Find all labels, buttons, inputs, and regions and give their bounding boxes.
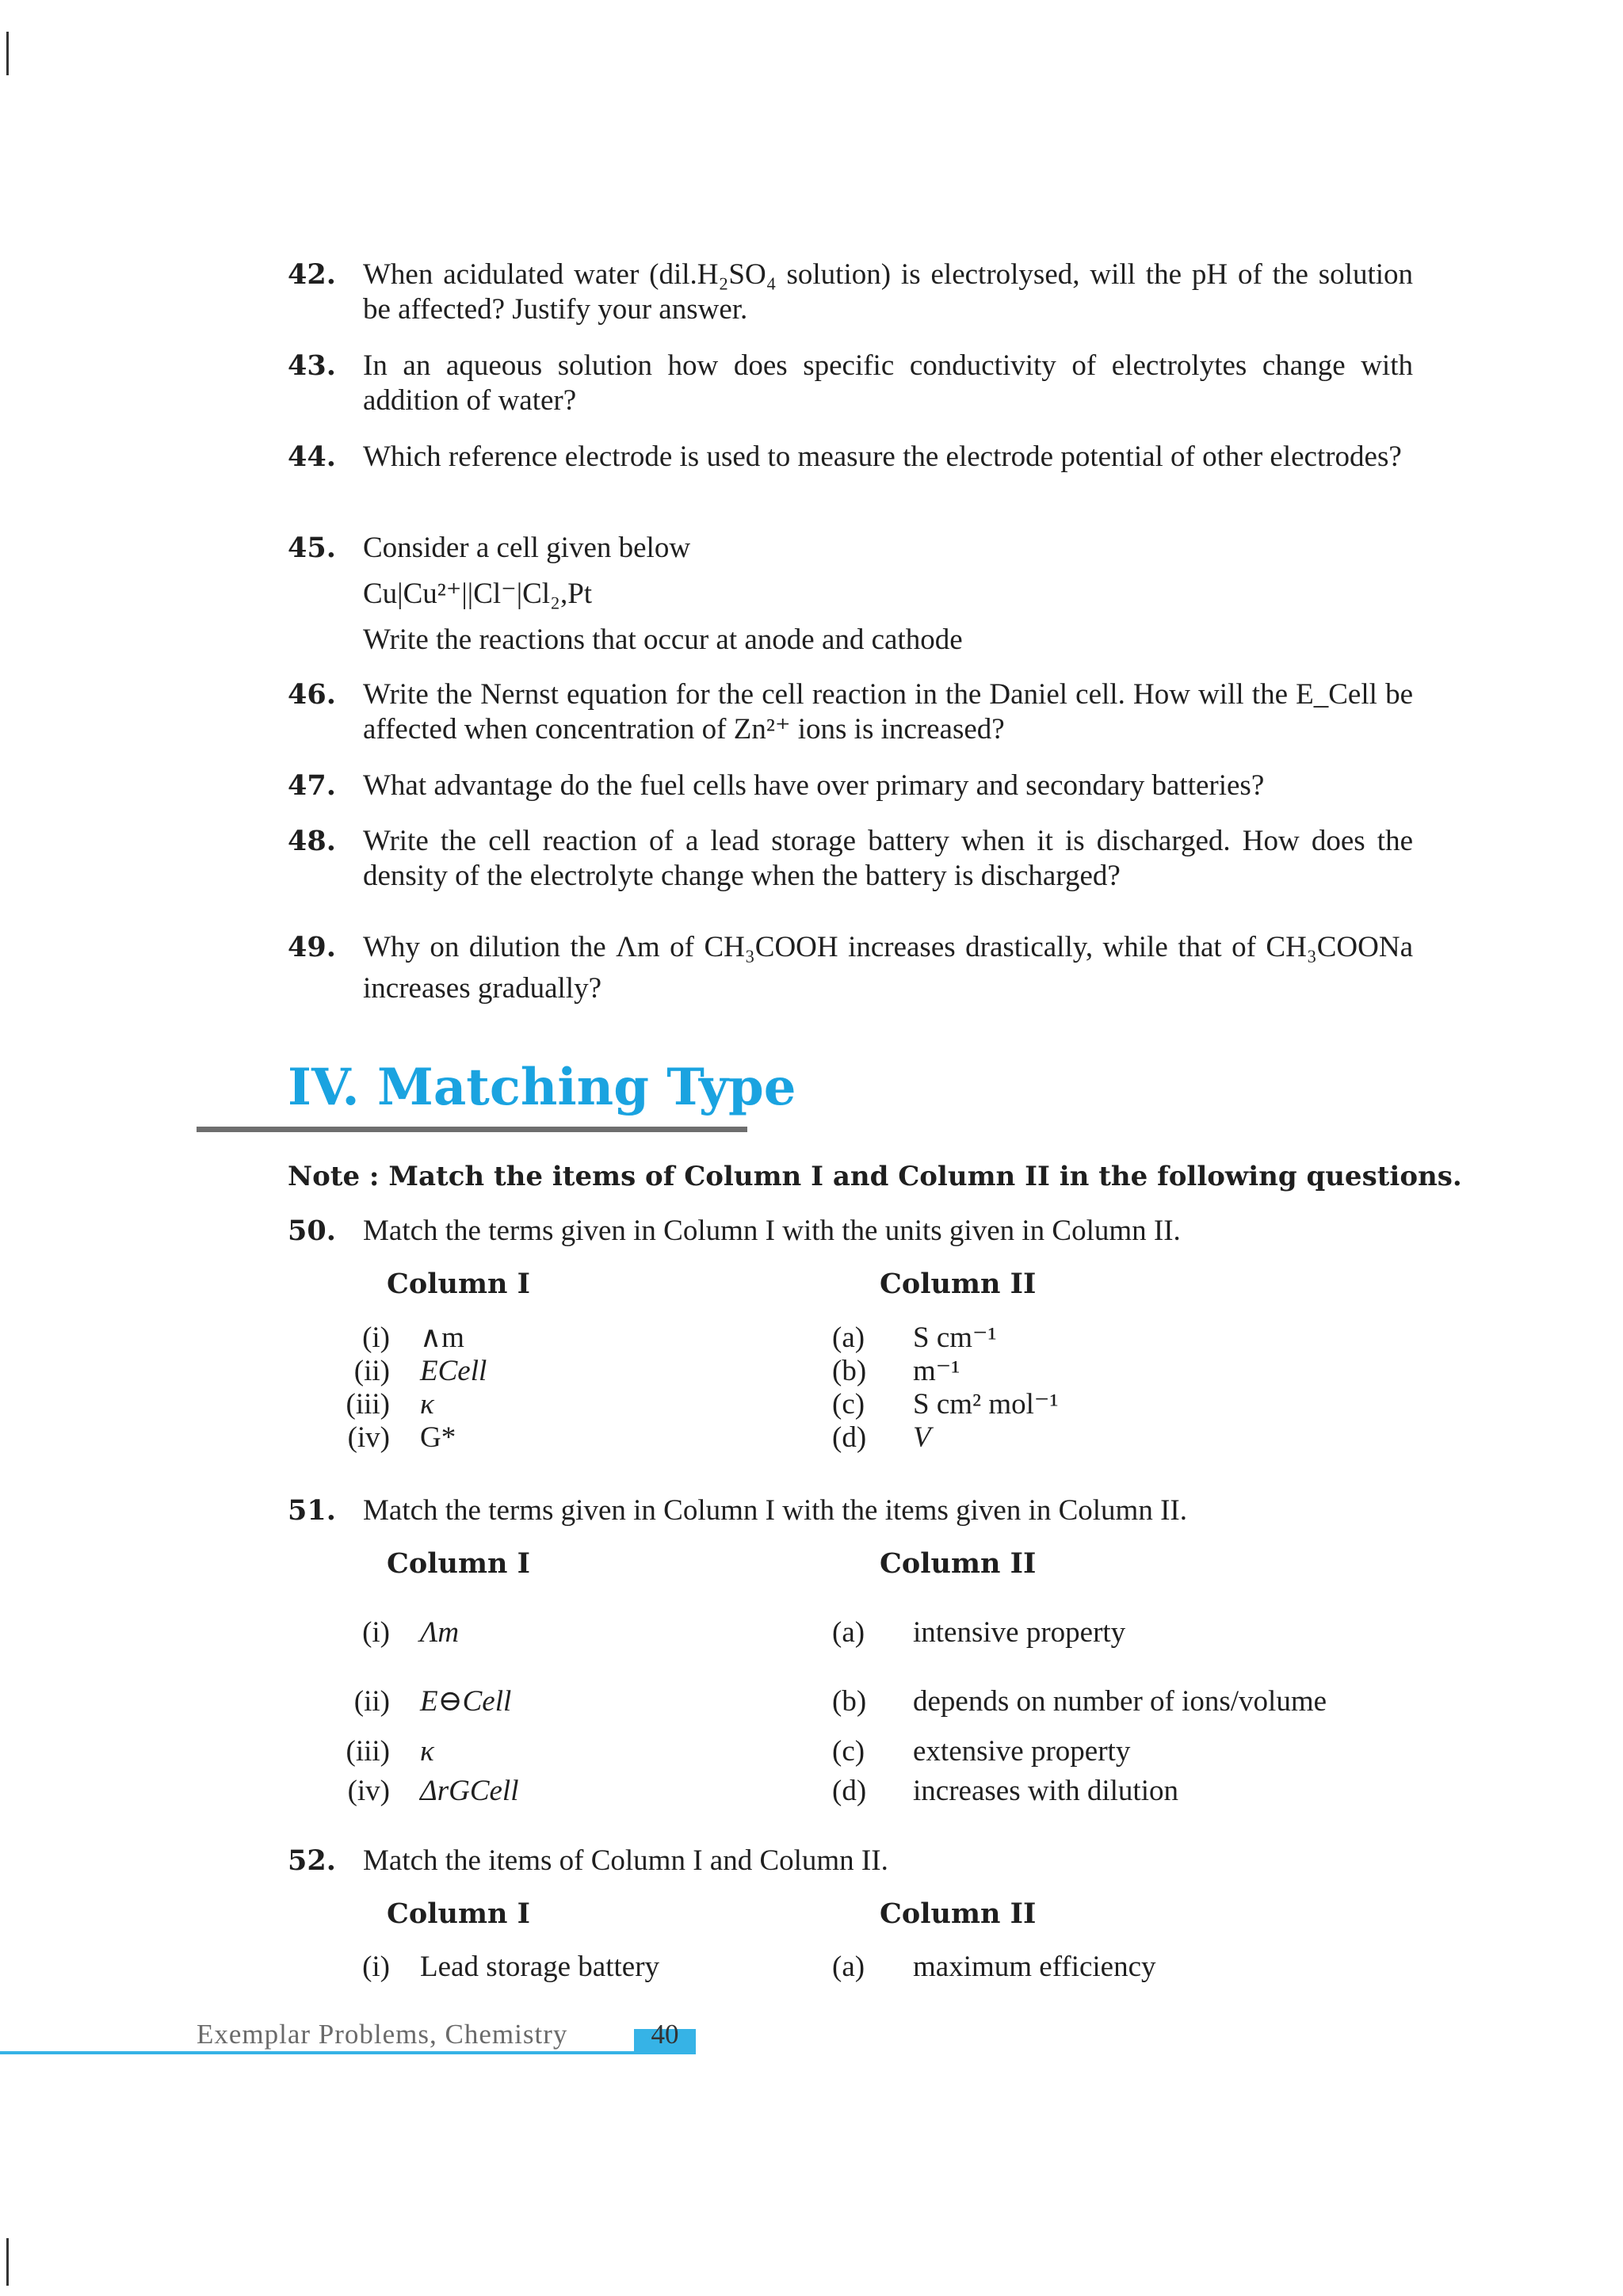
- row-item: increases with dilution: [913, 1775, 1178, 1807]
- row-label: (a): [832, 1616, 865, 1649]
- question-44: [288, 440, 1413, 475]
- row-label: (b): [832, 1685, 867, 1718]
- question-text: Match the terms given in Column I with the units given in Column II.: [363, 1215, 1181, 1247]
- row-label: (b): [832, 1355, 867, 1387]
- row-item: maximum efficiency: [913, 1951, 1156, 1983]
- row-label: (ii): [353, 1355, 390, 1387]
- question-number: 52.: [288, 1844, 336, 1877]
- row-label: (iii): [346, 1735, 390, 1768]
- row-label: (iii): [346, 1388, 390, 1421]
- column-i-heading: Column I: [387, 1547, 530, 1580]
- question-46: [288, 677, 1413, 747]
- row-item: depends on number of ions/volume: [913, 1685, 1327, 1718]
- row-item: Lead storage battery: [420, 1951, 660, 1983]
- question-43: [288, 349, 1413, 418]
- question-number: 50.: [288, 1215, 336, 1247]
- row-item: m⁻¹: [913, 1355, 960, 1387]
- row-item: E⊖Cell: [420, 1685, 512, 1718]
- crop-mark-top: [6, 32, 9, 75]
- question-45: [288, 531, 1413, 669]
- section-underline: [197, 1127, 747, 1132]
- row-item: Λm: [420, 1616, 460, 1649]
- cell-notation: Cu|Cu²⁺||Cl⁻|Cl₂,Pt: [363, 578, 593, 610]
- question-text: Why on dilution the Λm of CH₃COOH increases drastically, while that of CH₃COONa increases gradually?: [363, 931, 1413, 1005]
- column-ii-heading: Column II: [880, 1268, 1037, 1300]
- row-label: (a): [832, 1322, 865, 1354]
- row-item: V: [913, 1421, 931, 1454]
- row-item: ∧m: [420, 1322, 464, 1354]
- question-text: Write the Nernst equation for the cell reaction in the Daniel cell. How will the E_Cell be affected when concentration of Zn²⁺ ions is increased?: [363, 678, 1413, 746]
- question-number: 48.: [288, 825, 336, 857]
- question-number: 43.: [288, 349, 336, 382]
- column-ii-heading: Column II: [880, 1897, 1037, 1930]
- footer-book-title: Exemplar Problems, Chemistry: [197, 2019, 568, 2050]
- question-number: 45.: [288, 532, 336, 564]
- row-label: (c): [832, 1388, 865, 1421]
- row-label: (d): [832, 1421, 867, 1454]
- question-51: [288, 1493, 1413, 1528]
- row-label: (a): [832, 1951, 865, 1983]
- question-text: Match the terms given in Column I with the items given in Column II.: [363, 1494, 1187, 1527]
- question-number: 42.: [288, 258, 336, 291]
- row-item: ΔrGCell: [420, 1775, 519, 1807]
- row-label: (i): [362, 1322, 390, 1354]
- question-text: What advantage do the fuel cells have over primary and secondary batteries?: [363, 769, 1265, 802]
- row-label: (iv): [347, 1421, 390, 1454]
- question-text: When acidulated water (dil.H₂SO₄ solution) is electrolysed, will the pH of the solution be affected? Justify your answer.: [363, 258, 1413, 326]
- question-number: 49.: [288, 931, 336, 963]
- section-title: IV. Matching Type: [288, 1058, 796, 1117]
- row-item: κ: [420, 1735, 434, 1768]
- question-number: 46.: [288, 678, 336, 711]
- row-label: (iv): [347, 1775, 390, 1807]
- question-number: 44.: [288, 441, 336, 473]
- section-note: Note : Match the items of Column I and Column II in the following questions.: [288, 1161, 1462, 1192]
- row-item: ECell: [420, 1355, 487, 1387]
- question-number: 47.: [288, 769, 336, 802]
- row-item: extensive property: [913, 1735, 1131, 1768]
- row-label: (d): [832, 1775, 867, 1807]
- question-50: [288, 1214, 1413, 1249]
- row-label: (ii): [353, 1685, 390, 1718]
- page-number: 40: [651, 2019, 679, 2050]
- footer-rule: [0, 2051, 696, 2054]
- question-text: Write the cell reaction of a lead storage battery when it is discharged. How does the density of the electrolyte change when the battery is discharged?: [363, 825, 1413, 892]
- row-item: intensive property: [913, 1616, 1126, 1649]
- row-item: S cm⁻¹: [913, 1322, 997, 1354]
- question-52: [288, 1844, 1413, 1878]
- column-i-heading: Column I: [387, 1268, 530, 1300]
- crop-mark-bottom: [6, 2238, 9, 2286]
- question-subtext: Write the reactions that occur at anode and cathode: [363, 624, 963, 656]
- question-text: Which reference electrode is used to measure the electrode potential of other electrodes?: [363, 441, 1402, 473]
- question-49: [288, 927, 1413, 1009]
- row-item: S cm² mol⁻¹: [913, 1388, 1059, 1421]
- column-ii-heading: Column II: [880, 1547, 1037, 1580]
- question-48: [288, 824, 1413, 894]
- row-label: (i): [362, 1951, 390, 1983]
- question-42: [288, 257, 1413, 327]
- question-text: In an aqueous solution how does specific conductivity of electrolytes change with addition of water?: [363, 349, 1413, 417]
- column-i-heading: Column I: [387, 1897, 530, 1930]
- question-number: 51.: [288, 1494, 336, 1527]
- row-item: G*: [420, 1421, 456, 1454]
- row-item: κ: [420, 1388, 434, 1421]
- question-47: [288, 769, 1413, 803]
- row-label: (i): [362, 1616, 390, 1649]
- question-text: Match the items of Column I and Column II.: [363, 1844, 888, 1877]
- question-text: Consider a cell given below: [363, 532, 691, 564]
- row-label: (c): [832, 1735, 865, 1768]
